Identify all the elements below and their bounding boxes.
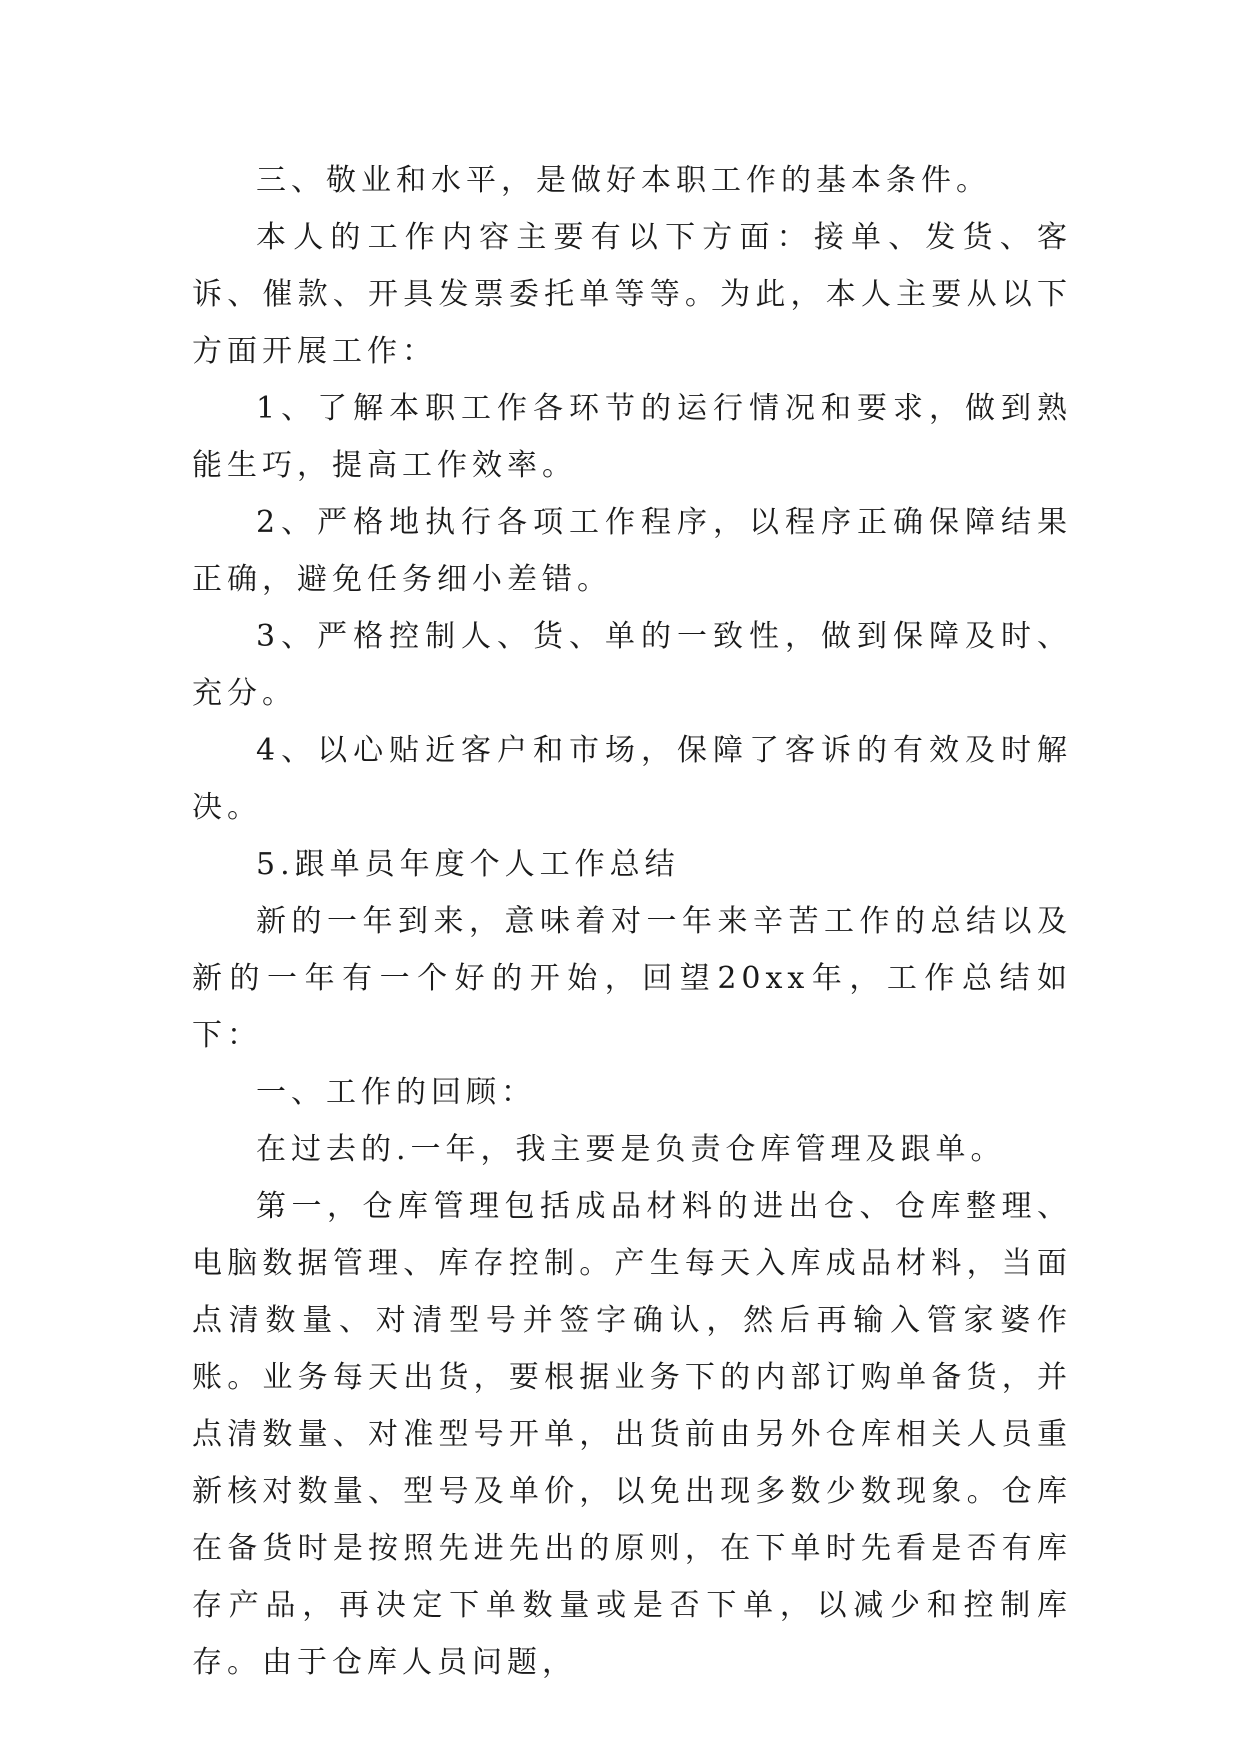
paragraph-item-2: 2、严格地执行各项工作程序，以程序正确保障结果正确，避免任务细小差错。: [192, 505, 1072, 597]
paragraph-article-5-title: 5.跟单员年度个人工作总结: [256, 847, 680, 882]
document-body: [192, 152, 1072, 1691]
paragraph-past-year: 在过去的.一年，我主要是负责仓库管理及跟单。: [256, 1132, 1006, 1167]
paragraph-work-content: 本人的工作内容主要有以下方面：接单、发货、客诉、催款、开具发票委托单等等。为此，本人主要从以下方面开展工作：: [192, 220, 1072, 369]
paragraph-warehouse-management: 第一，仓库管理包括成品材料的进出仓、仓库整理、电脑数据管理、库存控制。产生每天入库成品材料，当面点清数量、对清型号并签字确认，然后再输入管家婆作账。业务每天出货，要根据业务下的内部订购单备货，并点清数量、对准型号开单，出货前由另外仓库相关人员重新核对数量、型号及单价，以免出现多数少数现象。仓库在备货时是按照先进先出的原则，在下单时先看是否有库存产品，再决定下单数量或是否下单，以减少和控制库存。由于仓库人员问题，: [192, 1189, 1072, 1680]
paragraph-section-3-heading: 三、敬业和水平，是做好本职工作的基本条件。: [256, 163, 991, 198]
paragraph-item-4: 4、以心贴近客户和市场，保障了客诉的有效及时解决。: [192, 733, 1072, 825]
paragraph-item-1: 1、了解本职工作各环节的运行情况和要求，做到熟能生巧，提高工作效率。: [192, 391, 1072, 483]
paragraph-item-3: 3、严格控制人、货、单的一致性，做到保障及时、充分。: [192, 619, 1072, 711]
paragraph-review-heading: 一、工作的回顾：: [256, 1075, 536, 1110]
paragraph-intro: 新的一年到来，意味着对一年来辛苦工作的总结以及新的一年有一个好的开始，回望20xx年，工作总结如下：: [192, 904, 1072, 1053]
